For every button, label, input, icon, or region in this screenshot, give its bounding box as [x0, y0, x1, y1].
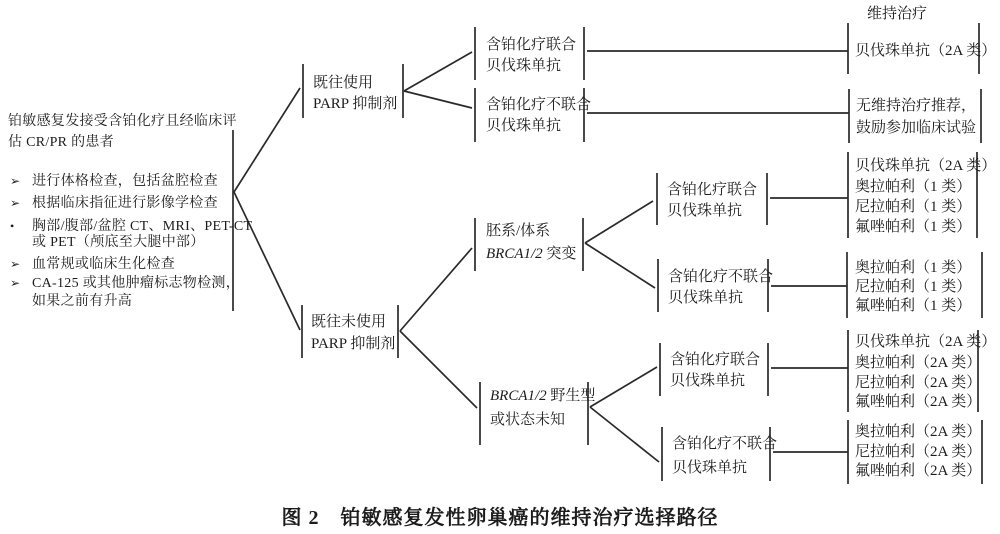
patient-criteria-title-line1: 铂敏感复发接受含铂化疗且经临床评: [8, 114, 237, 129]
arrow-bullet-icon: ➢: [10, 276, 21, 290]
checklist-item-3-wrap: 或 PET（颅底至大腿中部）: [32, 235, 205, 250]
horizontal-connector-lines: [587, 51, 849, 452]
node-prior-parp-line2: PARP 抑制剂: [313, 96, 398, 112]
node-chemo-with-bev-2-line2: 贝伐珠单抗: [667, 203, 743, 219]
gene-suffix: 野生型: [546, 388, 596, 404]
outcome-wt-bev-line1: 贝伐珠单抗（2A 类）: [855, 334, 997, 350]
patient-criteria-title-line2: 估 CR/PR 的患者: [8, 135, 114, 150]
checklist-item-2: [10, 193, 218, 214]
node-brca-wildtype-line1: [490, 386, 595, 406]
figure-caption: 图 2 铂敏感复发性卵巢癌的维持治疗选择路径: [281, 507, 719, 529]
node-chemo-no-bev-2-line2: 贝伐珠单抗: [668, 290, 744, 306]
maintenance-therapy-header: 维持治疗: [866, 6, 927, 22]
outcome-wt-bev-line3: 尼拉帕利（2A 类）: [855, 375, 982, 391]
node-chemo-no-bev-3-line2: 贝伐珠单抗: [672, 460, 748, 476]
outcome-wt-nobev-line2: 尼拉帕利（2A 类）: [855, 444, 982, 460]
outcome-wt-nobev-line1: 奥拉帕利（2A 类）: [855, 424, 982, 440]
node-chemo-with-bev-3-line1: 含铂化疗联合: [670, 352, 761, 368]
checklist-item-text: 进行体格检查，包括盆腔检查: [32, 174, 218, 189]
checklist-item-5: [10, 273, 240, 294]
outcome-mut-nobev-line3: 氟唑帕利（1 类）: [855, 298, 972, 314]
outcome-mut-nobev-line2: 尼拉帕利（1 类）: [855, 279, 972, 295]
node-no-prior-parp-line1: 既往未使用: [311, 314, 387, 330]
outcome-mut-bev-line3: 尼拉帕利（1 类）: [855, 199, 972, 215]
node-chemo-with-bev-1-line1: 含铂化疗联合: [486, 37, 577, 53]
node-prior-parp-line1: 既往使用: [313, 75, 374, 91]
node-chemo-with-bev-3-line2: 贝伐珠单抗: [670, 373, 746, 389]
checklist-item-text: 血常规或临床生化检查: [32, 257, 175, 272]
checklist-item-4: [10, 254, 175, 275]
dot-bullet-icon: •: [10, 219, 15, 233]
outcome-mut-bev-line2: 奥拉帕利（1 类）: [855, 179, 972, 195]
arrow-bullet-icon: ➢: [10, 174, 21, 188]
outcome-no-maintenance-line1: 无维持治疗推荐，: [856, 98, 977, 114]
node-chemo-with-bev-2-line1: 含铂化疗联合: [667, 182, 758, 198]
node-chemo-no-bev-2-line1: 含铂化疗不联合: [668, 269, 774, 285]
node-brca-mutation-line1: 胚系/体系: [486, 223, 551, 239]
arrow-bullet-icon: ➢: [10, 257, 21, 271]
outcome-mut-nobev-line1: 奥拉帕利（1 类）: [855, 260, 972, 276]
arrow-bullet-icon: ➢: [10, 196, 21, 210]
gene-name: BRCA1/2: [486, 246, 543, 262]
checklist-item-text: 胸部/腹部/盆腔 CT、MRI、PET-CT: [32, 219, 253, 234]
checklist-item-text: CA-125 或其他肿瘤标志物检测，: [32, 276, 241, 291]
node-brca-mutation-line2: [486, 244, 576, 264]
node-no-prior-parp-line2: PARP 抑制剂: [311, 336, 396, 352]
node-brca-wildtype-line2: 或状态未知: [490, 412, 566, 428]
outcome-no-maintenance-line2: 鼓励参加临床试验: [856, 120, 977, 136]
checklist-item-1: [10, 171, 218, 192]
outcome-wt-bev-line2: 奥拉帕利（2A 类）: [855, 355, 982, 371]
outcome-wt-bev-line4: 氟唑帕利（2A 类）: [855, 394, 982, 410]
node-chemo-no-bev-1-line2: 贝伐珠单抗: [486, 118, 562, 134]
node-chemo-with-bev-1-line2: 贝伐珠单抗: [486, 58, 562, 74]
outcome-mut-bev-line4: 氟唑帕利（1 类）: [855, 219, 972, 235]
gene-name: BRCA1/2: [490, 388, 547, 404]
checklist-item-text: 根据临床指征进行影像学检查: [32, 196, 218, 211]
outcome-mut-bev-line1: 贝伐珠单抗（2A 类）: [855, 158, 997, 174]
gene-suffix: 突变: [542, 246, 577, 262]
checklist-item-5-wrap: 如果之前有升高: [32, 294, 133, 309]
outcome-bev-2a: 贝伐珠单抗（2A 类）: [855, 43, 997, 59]
node-chemo-no-bev-3-line1: 含铂化疗不联合: [672, 436, 778, 452]
outcome-wt-nobev-line3: 氟唑帕利（2A 类）: [855, 463, 982, 479]
node-chemo-no-bev-1-line1: 含铂化疗不联合: [486, 97, 592, 113]
